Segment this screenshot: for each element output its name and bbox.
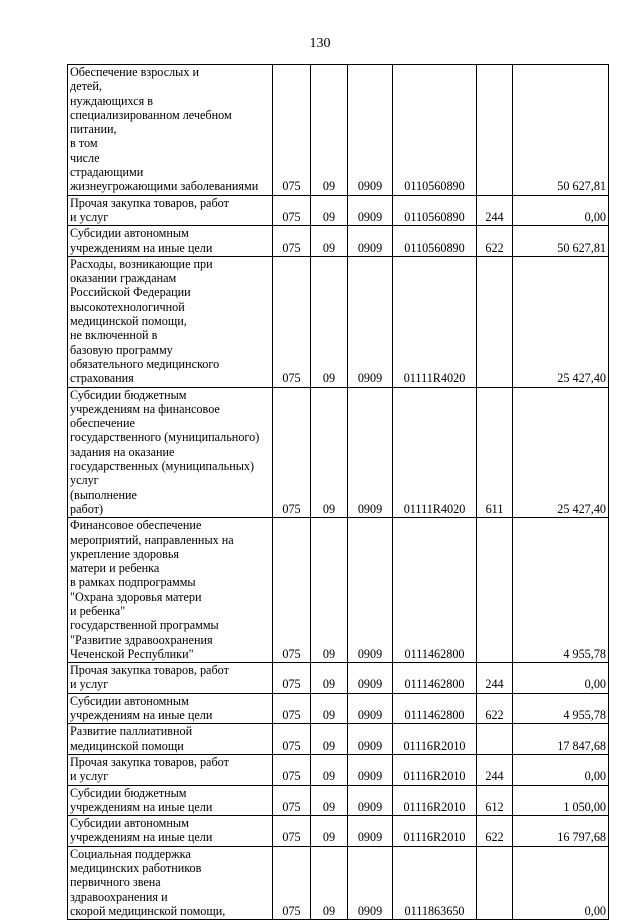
grbs-code-cell: 075 [273, 785, 311, 816]
target-article-code-cell: 01116R2010 [393, 754, 477, 785]
subsection-code-cell: 0909 [348, 226, 393, 257]
target-article-code-cell: 0111462800 [393, 663, 477, 694]
amount-cell: 0,00 [513, 663, 609, 694]
amount-cell: 25 427,40 [513, 387, 609, 518]
budget-table-body [68, 65, 609, 920]
expense-name-cell: Обеспечение взрослых и детей, нуждающихся в специализированном лечебном питании, в том числе страдающими жизнеугрожающими заболеваниями [68, 65, 273, 196]
section-code-cell: 09 [311, 816, 348, 847]
subsection-code-cell: 0909 [348, 65, 393, 196]
table-row [68, 693, 609, 724]
expense-name-cell: Прочая закупка товаров, работ и услуг [68, 663, 273, 694]
subsection-code-cell: 0909 [348, 256, 393, 387]
grbs-code-cell: 075 [273, 663, 311, 694]
amount-cell: 16 797,68 [513, 816, 609, 847]
expense-type-code-cell: 244 [477, 195, 513, 226]
target-article-code-cell: 0111462800 [393, 693, 477, 724]
table-row [68, 663, 609, 694]
grbs-code-cell: 075 [273, 256, 311, 387]
grbs-code-cell: 075 [273, 846, 311, 919]
subsection-code-cell: 0909 [348, 816, 393, 847]
grbs-code-cell: 075 [273, 754, 311, 785]
page-number: 130 [309, 36, 331, 51]
target-article-code-cell: 0111863650 [393, 846, 477, 919]
expense-type-code-cell [477, 65, 513, 196]
subsection-code-cell: 0909 [348, 846, 393, 919]
grbs-code-cell: 075 [273, 816, 311, 847]
expense-name-cell: Финансовое обеспечение мероприятий, направленных на укрепление здоровья матери и ребенка в рамках подпрограммы "Охрана здоровья матери и ребенка" государственной программы "Развитие здравоохранения Чеченской Республики" [68, 518, 273, 663]
expense-type-code-cell [477, 256, 513, 387]
expense-type-code-cell: 622 [477, 693, 513, 724]
section-code-cell: 09 [311, 663, 348, 694]
expense-name-cell: Развитие паллиативной медицинской помощи [68, 724, 273, 755]
expense-type-code-cell: 244 [477, 754, 513, 785]
expense-type-code-cell: 611 [477, 387, 513, 518]
expense-type-code-cell [477, 724, 513, 755]
section-code-cell: 09 [311, 226, 348, 257]
expense-name-cell: Субсидии автономным учреждениям на иные цели [68, 816, 273, 847]
target-article-code-cell: 0110560890 [393, 195, 477, 226]
grbs-code-cell: 075 [273, 693, 311, 724]
target-article-code-cell: 01116R2010 [393, 724, 477, 755]
section-code-cell: 09 [311, 724, 348, 755]
subsection-code-cell: 0909 [348, 724, 393, 755]
expense-type-code-cell [477, 846, 513, 919]
amount-cell: 4 955,78 [513, 693, 609, 724]
expense-name-cell: Субсидии автономным учреждениям на иные цели [68, 693, 273, 724]
target-article-code-cell: 0111462800 [393, 518, 477, 663]
amount-cell: 17 847,68 [513, 724, 609, 755]
section-code-cell: 09 [311, 785, 348, 816]
subsection-code-cell: 0909 [348, 663, 393, 694]
table-row [68, 846, 609, 919]
amount-cell: 1 050,00 [513, 785, 609, 816]
subsection-code-cell: 0909 [348, 754, 393, 785]
table-row [68, 518, 609, 663]
section-code-cell: 09 [311, 518, 348, 663]
amount-cell: 50 627,81 [513, 226, 609, 257]
expense-name-cell: Социальная поддержка медицинских работников первичного звена здравоохранения и скорой медицинской помощи, [68, 846, 273, 919]
table-row [68, 387, 609, 518]
grbs-code-cell: 075 [273, 518, 311, 663]
section-code-cell: 09 [311, 846, 348, 919]
table-row [68, 785, 609, 816]
table-row [68, 195, 609, 226]
grbs-code-cell: 075 [273, 724, 311, 755]
amount-cell: 25 427,40 [513, 256, 609, 387]
target-article-code-cell: 01116R2010 [393, 785, 477, 816]
grbs-code-cell: 075 [273, 65, 311, 196]
expense-name-cell: Расходы, возникающие при оказании гражданам Российской Федерации высокотехнологичной медицинской помощи, не включенной в базовую программу обязательного медицинского страхования [68, 256, 273, 387]
section-code-cell: 09 [311, 256, 348, 387]
expense-type-code-cell [477, 518, 513, 663]
expense-name-cell: Субсидии бюджетным учреждениям на иные цели [68, 785, 273, 816]
amount-cell: 0,00 [513, 754, 609, 785]
target-article-code-cell: 01116R2010 [393, 816, 477, 847]
target-article-code-cell: 0110560890 [393, 65, 477, 196]
subsection-code-cell: 0909 [348, 387, 393, 518]
amount-cell: 50 627,81 [513, 65, 609, 196]
section-code-cell: 09 [311, 195, 348, 226]
amount-cell: 4 955,78 [513, 518, 609, 663]
section-code-cell: 09 [311, 693, 348, 724]
subsection-code-cell: 0909 [348, 693, 393, 724]
table-row [68, 256, 609, 387]
table-row [68, 816, 609, 847]
table-row [68, 65, 609, 196]
target-article-code-cell: 0110560890 [393, 226, 477, 257]
expense-type-code-cell: 244 [477, 663, 513, 694]
expense-name-cell: Субсидии бюджетным учреждениям на финансовое обеспечение государственного (муниципального) задания на оказание государственных (муниципальных) услуг (выполнение работ) [68, 387, 273, 518]
grbs-code-cell: 075 [273, 195, 311, 226]
grbs-code-cell: 075 [273, 387, 311, 518]
expense-name-cell: Прочая закупка товаров, работ и услуг [68, 195, 273, 226]
table-row [68, 226, 609, 257]
section-code-cell: 09 [311, 387, 348, 518]
expense-name-cell: Прочая закупка товаров, работ и услуг [68, 754, 273, 785]
subsection-code-cell: 0909 [348, 195, 393, 226]
amount-cell: 0,00 [513, 195, 609, 226]
budget-table [67, 64, 609, 920]
table-row [68, 724, 609, 755]
target-article-code-cell: 01111R4020 [393, 387, 477, 518]
grbs-code-cell: 075 [273, 226, 311, 257]
amount-cell: 0,00 [513, 846, 609, 919]
expense-type-code-cell: 612 [477, 785, 513, 816]
table-row [68, 754, 609, 785]
expense-name-cell: Субсидии автономным учреждениям на иные цели [68, 226, 273, 257]
subsection-code-cell: 0909 [348, 518, 393, 663]
subsection-code-cell: 0909 [348, 785, 393, 816]
expense-type-code-cell: 622 [477, 226, 513, 257]
target-article-code-cell: 01111R4020 [393, 256, 477, 387]
section-code-cell: 09 [311, 65, 348, 196]
section-code-cell: 09 [311, 754, 348, 785]
expense-type-code-cell: 622 [477, 816, 513, 847]
